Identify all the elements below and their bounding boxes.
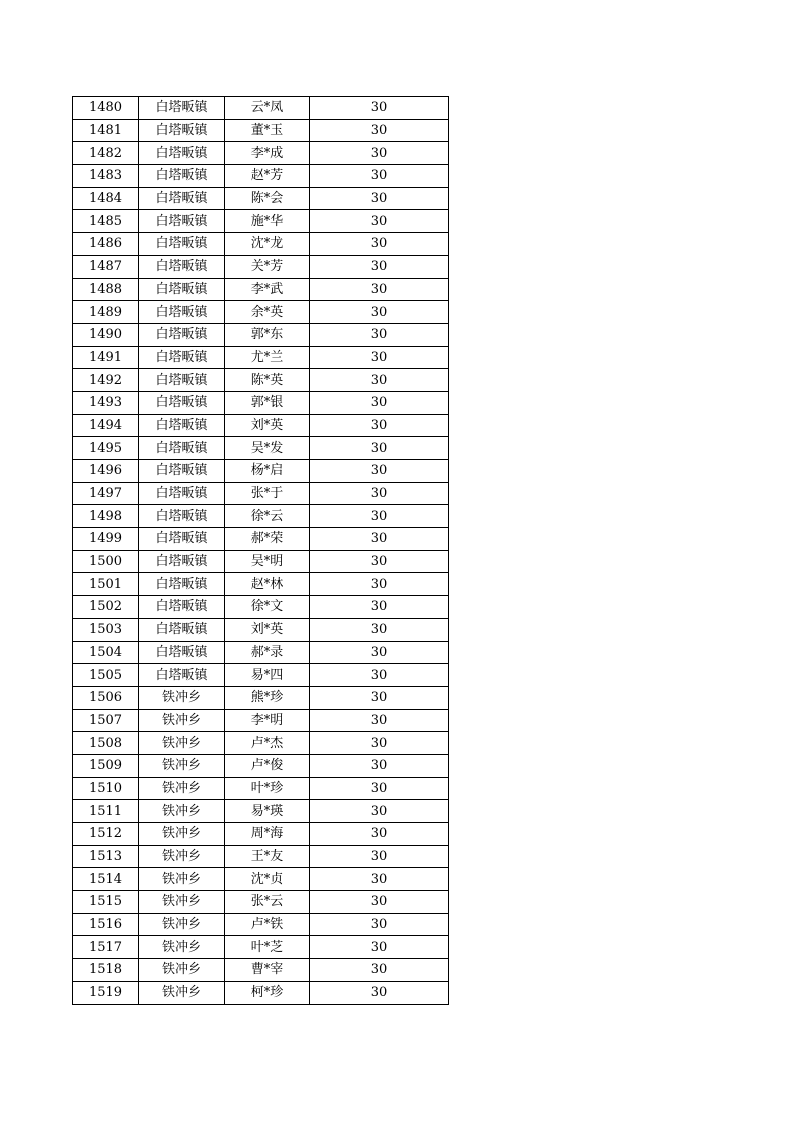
row-number-cell: 1481 xyxy=(73,119,139,142)
amount-cell: 30 xyxy=(310,664,449,687)
township-cell: 白塔畈镇 xyxy=(139,460,225,483)
amount-cell: 30 xyxy=(310,777,449,800)
table-row xyxy=(73,210,449,233)
amount-cell: 30 xyxy=(310,187,449,210)
row-number-cell: 1492 xyxy=(73,369,139,392)
name-cell: 陈*英 xyxy=(225,369,310,392)
amount-cell: 30 xyxy=(310,97,449,120)
amount-cell: 30 xyxy=(310,573,449,596)
amount-cell: 30 xyxy=(310,528,449,551)
row-number-cell: 1498 xyxy=(73,505,139,528)
table-row xyxy=(73,981,449,1004)
table-row xyxy=(73,119,449,142)
name-cell: 董*玉 xyxy=(225,119,310,142)
township-cell: 白塔畈镇 xyxy=(139,596,225,619)
amount-cell: 30 xyxy=(310,845,449,868)
amount-cell: 30 xyxy=(310,346,449,369)
row-number-cell: 1506 xyxy=(73,686,139,709)
township-cell: 白塔畈镇 xyxy=(139,278,225,301)
row-number-cell: 1484 xyxy=(73,187,139,210)
name-cell: 关*芳 xyxy=(225,255,310,278)
township-cell: 白塔畈镇 xyxy=(139,641,225,664)
row-number-cell: 1516 xyxy=(73,913,139,936)
township-cell: 白塔畈镇 xyxy=(139,369,225,392)
name-cell: 陈*会 xyxy=(225,187,310,210)
amount-cell: 30 xyxy=(310,732,449,755)
amount-cell: 30 xyxy=(310,233,449,256)
table-row xyxy=(73,868,449,891)
amount-cell: 30 xyxy=(310,618,449,641)
township-cell: 白塔畈镇 xyxy=(139,255,225,278)
township-cell: 铁冲乡 xyxy=(139,868,225,891)
name-cell: 熊*珍 xyxy=(225,686,310,709)
amount-cell: 30 xyxy=(310,868,449,891)
name-cell: 赵*林 xyxy=(225,573,310,596)
township-cell: 铁冲乡 xyxy=(139,845,225,868)
table-row xyxy=(73,460,449,483)
row-number-cell: 1513 xyxy=(73,845,139,868)
name-cell: 易*瑛 xyxy=(225,800,310,823)
table-row xyxy=(73,618,449,641)
name-cell: 刘*英 xyxy=(225,414,310,437)
amount-cell: 30 xyxy=(310,596,449,619)
township-cell: 铁冲乡 xyxy=(139,732,225,755)
row-number-cell: 1504 xyxy=(73,641,139,664)
table-body xyxy=(73,97,449,1005)
township-cell: 白塔畈镇 xyxy=(139,346,225,369)
township-cell: 铁冲乡 xyxy=(139,709,225,732)
row-number-cell: 1485 xyxy=(73,210,139,233)
row-number-cell: 1518 xyxy=(73,959,139,982)
table-row xyxy=(73,97,449,120)
name-cell: 王*友 xyxy=(225,845,310,868)
name-cell: 郝*录 xyxy=(225,641,310,664)
table-row xyxy=(73,165,449,188)
township-cell: 铁冲乡 xyxy=(139,686,225,709)
township-cell: 白塔畈镇 xyxy=(139,437,225,460)
name-cell: 曹*宰 xyxy=(225,959,310,982)
name-cell: 沈*龙 xyxy=(225,233,310,256)
township-cell: 白塔畈镇 xyxy=(139,187,225,210)
amount-cell: 30 xyxy=(310,323,449,346)
township-cell: 白塔畈镇 xyxy=(139,119,225,142)
township-cell: 铁冲乡 xyxy=(139,981,225,1004)
name-cell: 李*武 xyxy=(225,278,310,301)
name-cell: 郝*荣 xyxy=(225,528,310,551)
subsidy-table xyxy=(72,96,449,1005)
table-row xyxy=(73,369,449,392)
township-cell: 白塔畈镇 xyxy=(139,301,225,324)
amount-cell: 30 xyxy=(310,505,449,528)
row-number-cell: 1486 xyxy=(73,233,139,256)
name-cell: 李*成 xyxy=(225,142,310,165)
name-cell: 杨*启 xyxy=(225,460,310,483)
row-number-cell: 1491 xyxy=(73,346,139,369)
amount-cell: 30 xyxy=(310,686,449,709)
township-cell: 白塔畈镇 xyxy=(139,482,225,505)
name-cell: 云*凤 xyxy=(225,97,310,120)
row-number-cell: 1489 xyxy=(73,301,139,324)
amount-cell: 30 xyxy=(310,641,449,664)
name-cell: 叶*芝 xyxy=(225,936,310,959)
table-row xyxy=(73,754,449,777)
name-cell: 卢*杰 xyxy=(225,732,310,755)
name-cell: 刘*英 xyxy=(225,618,310,641)
name-cell: 柯*珍 xyxy=(225,981,310,1004)
table-row xyxy=(73,732,449,755)
name-cell: 吴*明 xyxy=(225,550,310,573)
amount-cell: 30 xyxy=(310,981,449,1004)
amount-cell: 30 xyxy=(310,414,449,437)
row-number-cell: 1512 xyxy=(73,823,139,846)
row-number-cell: 1488 xyxy=(73,278,139,301)
row-number-cell: 1503 xyxy=(73,618,139,641)
amount-cell: 30 xyxy=(310,709,449,732)
name-cell: 张*云 xyxy=(225,891,310,914)
township-cell: 白塔畈镇 xyxy=(139,414,225,437)
table-row xyxy=(73,346,449,369)
table-row xyxy=(73,505,449,528)
name-cell: 易*四 xyxy=(225,664,310,687)
name-cell: 卢*铁 xyxy=(225,913,310,936)
township-cell: 铁冲乡 xyxy=(139,913,225,936)
row-number-cell: 1505 xyxy=(73,664,139,687)
table-row xyxy=(73,777,449,800)
amount-cell: 30 xyxy=(310,142,449,165)
table-row xyxy=(73,255,449,278)
township-cell: 白塔畈镇 xyxy=(139,550,225,573)
township-cell: 铁冲乡 xyxy=(139,959,225,982)
name-cell: 叶*珍 xyxy=(225,777,310,800)
amount-cell: 30 xyxy=(310,482,449,505)
row-number-cell: 1487 xyxy=(73,255,139,278)
row-number-cell: 1496 xyxy=(73,460,139,483)
table-row xyxy=(73,959,449,982)
row-number-cell: 1517 xyxy=(73,936,139,959)
name-cell: 李*明 xyxy=(225,709,310,732)
table-row xyxy=(73,301,449,324)
amount-cell: 30 xyxy=(310,119,449,142)
row-number-cell: 1502 xyxy=(73,596,139,619)
table-row xyxy=(73,187,449,210)
row-number-cell: 1509 xyxy=(73,754,139,777)
township-cell: 铁冲乡 xyxy=(139,754,225,777)
name-cell: 尤*兰 xyxy=(225,346,310,369)
table-row xyxy=(73,550,449,573)
township-cell: 白塔畈镇 xyxy=(139,97,225,120)
row-number-cell: 1490 xyxy=(73,323,139,346)
amount-cell: 30 xyxy=(310,913,449,936)
table-row xyxy=(73,664,449,687)
amount-cell: 30 xyxy=(310,550,449,573)
table-row xyxy=(73,823,449,846)
amount-cell: 30 xyxy=(310,278,449,301)
row-number-cell: 1499 xyxy=(73,528,139,551)
amount-cell: 30 xyxy=(310,165,449,188)
amount-cell: 30 xyxy=(310,823,449,846)
township-cell: 白塔畈镇 xyxy=(139,618,225,641)
row-number-cell: 1511 xyxy=(73,800,139,823)
name-cell: 余*英 xyxy=(225,301,310,324)
name-cell: 徐*云 xyxy=(225,505,310,528)
amount-cell: 30 xyxy=(310,891,449,914)
township-cell: 白塔畈镇 xyxy=(139,573,225,596)
name-cell: 徐*文 xyxy=(225,596,310,619)
table-row xyxy=(73,323,449,346)
table-row xyxy=(73,596,449,619)
table-row xyxy=(73,845,449,868)
table-row xyxy=(73,800,449,823)
amount-cell: 30 xyxy=(310,800,449,823)
row-number-cell: 1493 xyxy=(73,391,139,414)
row-number-cell: 1494 xyxy=(73,414,139,437)
township-cell: 白塔畈镇 xyxy=(139,233,225,256)
row-number-cell: 1501 xyxy=(73,573,139,596)
amount-cell: 30 xyxy=(310,369,449,392)
row-number-cell: 1519 xyxy=(73,981,139,1004)
township-cell: 白塔畈镇 xyxy=(139,210,225,233)
amount-cell: 30 xyxy=(310,437,449,460)
amount-cell: 30 xyxy=(310,754,449,777)
township-cell: 白塔畈镇 xyxy=(139,165,225,188)
table-row xyxy=(73,936,449,959)
township-cell: 白塔畈镇 xyxy=(139,664,225,687)
amount-cell: 30 xyxy=(310,301,449,324)
row-number-cell: 1480 xyxy=(73,97,139,120)
township-cell: 白塔畈镇 xyxy=(139,323,225,346)
row-number-cell: 1482 xyxy=(73,142,139,165)
table-row xyxy=(73,142,449,165)
row-number-cell: 1483 xyxy=(73,165,139,188)
township-cell: 白塔畈镇 xyxy=(139,505,225,528)
name-cell: 卢*俊 xyxy=(225,754,310,777)
township-cell: 白塔畈镇 xyxy=(139,142,225,165)
amount-cell: 30 xyxy=(310,391,449,414)
table-row xyxy=(73,482,449,505)
row-number-cell: 1497 xyxy=(73,482,139,505)
name-cell: 郭*银 xyxy=(225,391,310,414)
row-number-cell: 1495 xyxy=(73,437,139,460)
township-cell: 白塔畈镇 xyxy=(139,528,225,551)
township-cell: 铁冲乡 xyxy=(139,800,225,823)
row-number-cell: 1507 xyxy=(73,709,139,732)
table-row xyxy=(73,913,449,936)
row-number-cell: 1515 xyxy=(73,891,139,914)
table-row xyxy=(73,233,449,256)
township-cell: 铁冲乡 xyxy=(139,936,225,959)
row-number-cell: 1508 xyxy=(73,732,139,755)
table-row xyxy=(73,391,449,414)
table-row xyxy=(73,686,449,709)
amount-cell: 30 xyxy=(310,959,449,982)
amount-cell: 30 xyxy=(310,210,449,233)
table-row xyxy=(73,641,449,664)
table-row xyxy=(73,414,449,437)
amount-cell: 30 xyxy=(310,460,449,483)
table-row xyxy=(73,573,449,596)
township-cell: 铁冲乡 xyxy=(139,777,225,800)
township-cell: 铁冲乡 xyxy=(139,823,225,846)
table-row xyxy=(73,709,449,732)
name-cell: 周*海 xyxy=(225,823,310,846)
name-cell: 张*于 xyxy=(225,482,310,505)
township-cell: 白塔畈镇 xyxy=(139,391,225,414)
name-cell: 施*华 xyxy=(225,210,310,233)
table-row xyxy=(73,528,449,551)
name-cell: 赵*芳 xyxy=(225,165,310,188)
name-cell: 郭*东 xyxy=(225,323,310,346)
row-number-cell: 1500 xyxy=(73,550,139,573)
table-row xyxy=(73,437,449,460)
name-cell: 吴*发 xyxy=(225,437,310,460)
amount-cell: 30 xyxy=(310,255,449,278)
name-cell: 沈*贞 xyxy=(225,868,310,891)
row-number-cell: 1510 xyxy=(73,777,139,800)
table-row xyxy=(73,278,449,301)
township-cell: 铁冲乡 xyxy=(139,891,225,914)
row-number-cell: 1514 xyxy=(73,868,139,891)
amount-cell: 30 xyxy=(310,936,449,959)
table-row xyxy=(73,891,449,914)
